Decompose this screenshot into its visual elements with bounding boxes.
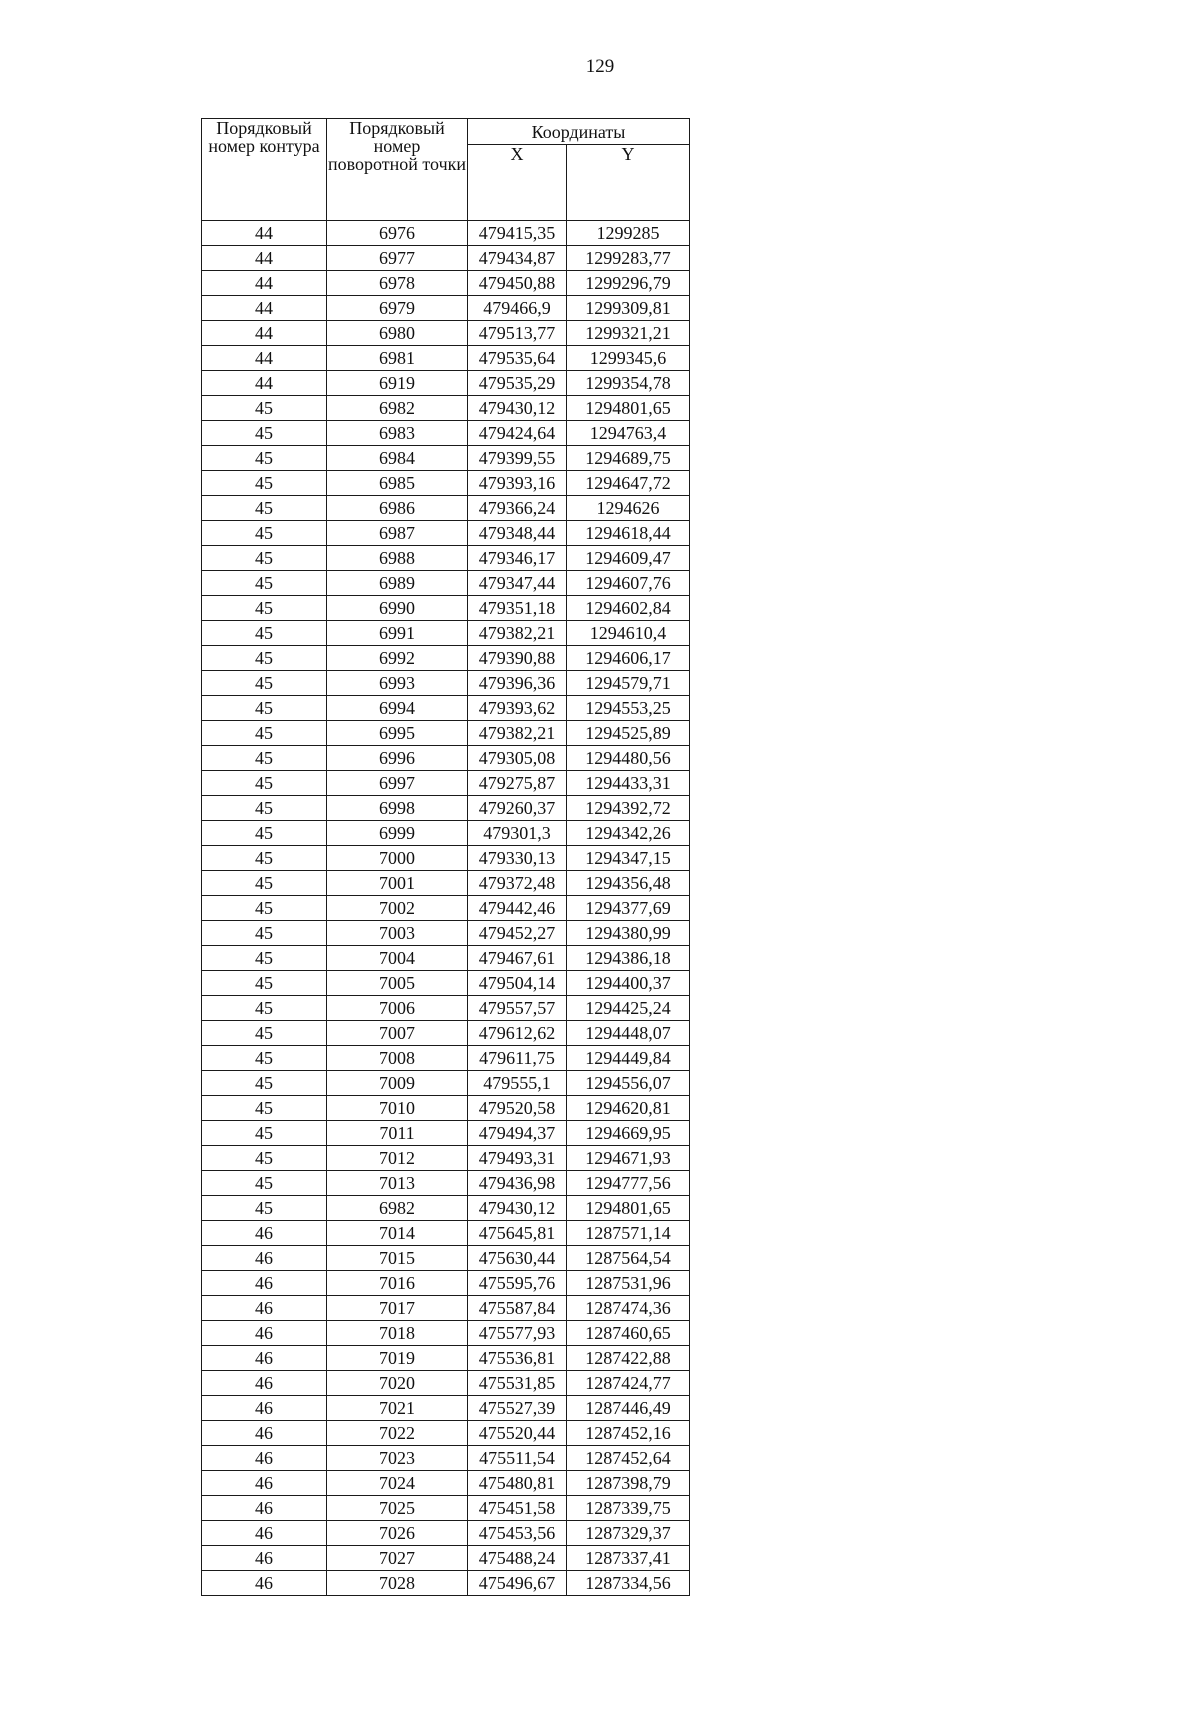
cell-y: 1294525,89 [567, 721, 690, 746]
cell-y: 1287531,96 [567, 1271, 690, 1296]
cell-y: 1287424,77 [567, 1371, 690, 1396]
cell-contour-number: 44 [202, 221, 327, 246]
table-row [202, 1521, 690, 1546]
cell-x: 479513,77 [468, 321, 567, 346]
cell-contour-number: 45 [202, 846, 327, 871]
cell-y: 1294380,99 [567, 921, 690, 946]
cell-x: 475587,84 [468, 1296, 567, 1321]
cell-x: 475527,39 [468, 1396, 567, 1421]
table-row [202, 1396, 690, 1421]
cell-y: 1294449,84 [567, 1046, 690, 1071]
cell-x: 479535,64 [468, 346, 567, 371]
cell-contour-number: 45 [202, 746, 327, 771]
cell-contour-number: 45 [202, 521, 327, 546]
table-row [202, 696, 690, 721]
cell-contour-number: 46 [202, 1296, 327, 1321]
cell-y: 1299285 [567, 221, 690, 246]
cell-y: 1294342,26 [567, 821, 690, 846]
cell-contour-number: 46 [202, 1221, 327, 1246]
cell-x: 479301,3 [468, 821, 567, 846]
cell-y: 1294386,18 [567, 946, 690, 971]
cell-point-number: 7005 [327, 971, 468, 996]
table-row [202, 246, 690, 271]
cell-contour-number: 44 [202, 271, 327, 296]
cell-y: 1299354,78 [567, 371, 690, 396]
table-row [202, 621, 690, 646]
cell-x: 479557,57 [468, 996, 567, 1021]
cell-contour-number: 46 [202, 1346, 327, 1371]
table-header [202, 119, 690, 221]
table-row [202, 1421, 690, 1446]
table-row [202, 1246, 690, 1271]
table-row [202, 1571, 690, 1596]
table-row [202, 1221, 690, 1246]
cell-point-number: 7001 [327, 871, 468, 896]
cell-y: 1294602,84 [567, 596, 690, 621]
cell-point-number: 6983 [327, 421, 468, 446]
header-x: X [468, 145, 567, 221]
cell-y: 1299345,6 [567, 346, 690, 371]
cell-contour-number: 46 [202, 1521, 327, 1546]
cell-point-number: 7009 [327, 1071, 468, 1096]
cell-x: 479275,87 [468, 771, 567, 796]
cell-y: 1294480,56 [567, 746, 690, 771]
cell-point-number: 6997 [327, 771, 468, 796]
table-row [202, 846, 690, 871]
cell-x: 475520,44 [468, 1421, 567, 1446]
cell-point-number: 7012 [327, 1146, 468, 1171]
cell-x: 479467,61 [468, 946, 567, 971]
cell-x: 475531,85 [468, 1371, 567, 1396]
cell-contour-number: 46 [202, 1496, 327, 1521]
cell-point-number: 7022 [327, 1421, 468, 1446]
table-row [202, 1471, 690, 1496]
cell-x: 479393,16 [468, 471, 567, 496]
cell-point-number: 7014 [327, 1221, 468, 1246]
cell-contour-number: 45 [202, 796, 327, 821]
cell-contour-number: 45 [202, 546, 327, 571]
cell-x: 479393,62 [468, 696, 567, 721]
table-row [202, 321, 690, 346]
cell-contour-number: 45 [202, 871, 327, 896]
cell-contour-number: 46 [202, 1271, 327, 1296]
cell-point-number: 7002 [327, 896, 468, 921]
cell-x: 479346,17 [468, 546, 567, 571]
cell-x: 475577,93 [468, 1321, 567, 1346]
cell-point-number: 6976 [327, 221, 468, 246]
cell-y: 1294689,75 [567, 446, 690, 471]
cell-contour-number: 45 [202, 1071, 327, 1096]
cell-contour-number: 45 [202, 696, 327, 721]
cell-point-number: 7023 [327, 1446, 468, 1471]
table-row [202, 921, 690, 946]
cell-contour-number: 45 [202, 996, 327, 1021]
cell-y: 1294618,44 [567, 521, 690, 546]
cell-contour-number: 44 [202, 371, 327, 396]
cell-y: 1287339,75 [567, 1496, 690, 1521]
cell-point-number: 6982 [327, 396, 468, 421]
cell-y: 1294553,25 [567, 696, 690, 721]
cell-x: 479436,98 [468, 1171, 567, 1196]
table-row [202, 396, 690, 421]
cell-contour-number: 46 [202, 1471, 327, 1496]
table-row [202, 1071, 690, 1096]
cell-x: 479434,87 [468, 246, 567, 271]
table-row [202, 1146, 690, 1171]
cell-contour-number: 45 [202, 421, 327, 446]
table-row [202, 221, 690, 246]
cell-point-number: 7004 [327, 946, 468, 971]
cell-point-number: 7028 [327, 1571, 468, 1596]
cell-point-number: 7020 [327, 1371, 468, 1396]
cell-y: 1299309,81 [567, 296, 690, 321]
cell-contour-number: 45 [202, 671, 327, 696]
table-row [202, 596, 690, 621]
cell-y: 1294669,95 [567, 1121, 690, 1146]
table-row [202, 421, 690, 446]
table-row [202, 1021, 690, 1046]
cell-x: 475496,67 [468, 1571, 567, 1596]
table-row [202, 996, 690, 1021]
cell-y: 1294392,72 [567, 796, 690, 821]
table-row [202, 546, 690, 571]
table-row [202, 896, 690, 921]
cell-x: 479399,55 [468, 446, 567, 471]
cell-y: 1287337,41 [567, 1546, 690, 1571]
cell-x: 479366,24 [468, 496, 567, 521]
cell-contour-number: 45 [202, 646, 327, 671]
cell-point-number: 7013 [327, 1171, 468, 1196]
table-row [202, 946, 690, 971]
cell-point-number: 7015 [327, 1246, 468, 1271]
table-row [202, 1171, 690, 1196]
cell-point-number: 7017 [327, 1296, 468, 1321]
cell-contour-number: 44 [202, 321, 327, 346]
cell-x: 479382,21 [468, 621, 567, 646]
cell-contour-number: 45 [202, 946, 327, 971]
cell-contour-number: 45 [202, 771, 327, 796]
cell-point-number: 6993 [327, 671, 468, 696]
cell-contour-number: 46 [202, 1396, 327, 1421]
cell-contour-number: 45 [202, 896, 327, 921]
cell-point-number: 7016 [327, 1271, 468, 1296]
cell-contour-number: 45 [202, 571, 327, 596]
cell-x: 479535,29 [468, 371, 567, 396]
cell-point-number: 7027 [327, 1546, 468, 1571]
table-row [202, 796, 690, 821]
cell-y: 1287564,54 [567, 1246, 690, 1271]
cell-x: 475451,58 [468, 1496, 567, 1521]
table-row [202, 671, 690, 696]
cell-y: 1294606,17 [567, 646, 690, 671]
cell-y: 1294671,93 [567, 1146, 690, 1171]
cell-x: 479611,75 [468, 1046, 567, 1071]
table-row [202, 646, 690, 671]
cell-contour-number: 46 [202, 1546, 327, 1571]
cell-point-number: 6999 [327, 821, 468, 846]
cell-x: 479351,18 [468, 596, 567, 621]
cell-contour-number: 45 [202, 1121, 327, 1146]
cell-point-number: 6994 [327, 696, 468, 721]
cell-point-number: 6989 [327, 571, 468, 596]
cell-contour-number: 45 [202, 1021, 327, 1046]
header-coordinates: Координаты [468, 119, 690, 145]
cell-y: 1294610,4 [567, 621, 690, 646]
coordinates-table [201, 118, 690, 1596]
cell-y: 1294425,24 [567, 996, 690, 1021]
cell-contour-number: 45 [202, 1096, 327, 1121]
cell-x: 479347,44 [468, 571, 567, 596]
cell-contour-number: 46 [202, 1321, 327, 1346]
cell-y: 1294801,65 [567, 396, 690, 421]
cell-point-number: 6980 [327, 321, 468, 346]
table-row [202, 296, 690, 321]
cell-contour-number: 46 [202, 1421, 327, 1446]
cell-point-number: 6992 [327, 646, 468, 671]
cell-x: 479430,12 [468, 1196, 567, 1221]
table-row [202, 1121, 690, 1146]
table-row [202, 821, 690, 846]
cell-y: 1294609,47 [567, 546, 690, 571]
table-row [202, 721, 690, 746]
cell-point-number: 6988 [327, 546, 468, 571]
cell-y: 1294801,65 [567, 1196, 690, 1221]
cell-x: 479305,08 [468, 746, 567, 771]
cell-x: 479330,13 [468, 846, 567, 871]
cell-point-number: 6985 [327, 471, 468, 496]
cell-point-number: 7021 [327, 1396, 468, 1421]
header-y: Y [567, 145, 690, 221]
cell-y: 1294579,71 [567, 671, 690, 696]
table-row [202, 1546, 690, 1571]
cell-contour-number: 45 [202, 496, 327, 521]
header-point-number: Порядковый номер поворотной точки [327, 119, 468, 221]
table-row [202, 346, 690, 371]
cell-point-number: 7024 [327, 1471, 468, 1496]
cell-x: 475511,54 [468, 1446, 567, 1471]
cell-y: 1294356,48 [567, 871, 690, 896]
cell-y: 1287398,79 [567, 1471, 690, 1496]
cell-point-number: 6981 [327, 346, 468, 371]
cell-x: 479424,64 [468, 421, 567, 446]
table-row [202, 571, 690, 596]
cell-x: 475536,81 [468, 1346, 567, 1371]
cell-point-number: 6982 [327, 1196, 468, 1221]
cell-y: 1294448,07 [567, 1021, 690, 1046]
cell-point-number: 6996 [327, 746, 468, 771]
cell-point-number: 6978 [327, 271, 468, 296]
cell-y: 1299321,21 [567, 321, 690, 346]
cell-point-number: 6919 [327, 371, 468, 396]
cell-point-number: 7025 [327, 1496, 468, 1521]
table-row [202, 746, 690, 771]
table-body [202, 221, 690, 1596]
cell-contour-number: 45 [202, 1171, 327, 1196]
cell-point-number: 7010 [327, 1096, 468, 1121]
cell-x: 475488,24 [468, 1546, 567, 1571]
cell-contour-number: 45 [202, 721, 327, 746]
cell-contour-number: 46 [202, 1571, 327, 1596]
cell-point-number: 6977 [327, 246, 468, 271]
cell-y: 1294347,15 [567, 846, 690, 871]
cell-point-number: 6995 [327, 721, 468, 746]
cell-point-number: 7026 [327, 1521, 468, 1546]
cell-x: 479372,48 [468, 871, 567, 896]
cell-contour-number: 45 [202, 971, 327, 996]
table-row [202, 1321, 690, 1346]
cell-point-number: 7006 [327, 996, 468, 1021]
cell-contour-number: 45 [202, 921, 327, 946]
cell-y: 1294400,37 [567, 971, 690, 996]
table-row [202, 1096, 690, 1121]
cell-x: 479396,36 [468, 671, 567, 696]
cell-x: 479442,46 [468, 896, 567, 921]
cell-y: 1287474,36 [567, 1296, 690, 1321]
cell-contour-number: 45 [202, 446, 327, 471]
cell-y: 1287329,37 [567, 1521, 690, 1546]
cell-y: 1287452,64 [567, 1446, 690, 1471]
cell-x: 479415,35 [468, 221, 567, 246]
cell-y: 1287422,88 [567, 1346, 690, 1371]
cell-x: 479612,62 [468, 1021, 567, 1046]
cell-y: 1287571,14 [567, 1221, 690, 1246]
cell-point-number: 7003 [327, 921, 468, 946]
cell-point-number: 6979 [327, 296, 468, 321]
table-row [202, 371, 690, 396]
table-row [202, 1346, 690, 1371]
table-row [202, 471, 690, 496]
cell-contour-number: 45 [202, 471, 327, 496]
table-row [202, 446, 690, 471]
cell-x: 479260,37 [468, 796, 567, 821]
cell-y: 1299283,77 [567, 246, 690, 271]
cell-contour-number: 44 [202, 246, 327, 271]
cell-y: 1294626 [567, 496, 690, 521]
cell-contour-number: 45 [202, 396, 327, 421]
cell-x: 475480,81 [468, 1471, 567, 1496]
cell-x: 479466,9 [468, 296, 567, 321]
cell-contour-number: 45 [202, 1146, 327, 1171]
cell-contour-number: 45 [202, 596, 327, 621]
cell-contour-number: 45 [202, 1196, 327, 1221]
cell-y: 1294647,72 [567, 471, 690, 496]
cell-point-number: 6987 [327, 521, 468, 546]
cell-x: 479390,88 [468, 646, 567, 671]
cell-x: 479504,14 [468, 971, 567, 996]
cell-y: 1294777,56 [567, 1171, 690, 1196]
table-row [202, 521, 690, 546]
table-row [202, 1496, 690, 1521]
cell-contour-number: 46 [202, 1446, 327, 1471]
cell-contour-number: 44 [202, 296, 327, 321]
table-row [202, 1296, 690, 1321]
cell-point-number: 7019 [327, 1346, 468, 1371]
table-row [202, 1046, 690, 1071]
cell-x: 479494,37 [468, 1121, 567, 1146]
cell-point-number: 7018 [327, 1321, 468, 1346]
cell-contour-number: 45 [202, 1046, 327, 1071]
page-number: 129 [585, 56, 615, 77]
cell-point-number: 7007 [327, 1021, 468, 1046]
cell-x: 475645,81 [468, 1221, 567, 1246]
table-row [202, 971, 690, 996]
cell-contour-number: 45 [202, 821, 327, 846]
cell-contour-number: 46 [202, 1371, 327, 1396]
cell-y: 1294620,81 [567, 1096, 690, 1121]
table-row [202, 1271, 690, 1296]
cell-point-number: 6986 [327, 496, 468, 521]
cell-y: 1294556,07 [567, 1071, 690, 1096]
cell-x: 479493,31 [468, 1146, 567, 1171]
cell-point-number: 7011 [327, 1121, 468, 1146]
table-row [202, 771, 690, 796]
cell-point-number: 7008 [327, 1046, 468, 1071]
cell-contour-number: 46 [202, 1246, 327, 1271]
cell-x: 479382,21 [468, 721, 567, 746]
cell-point-number: 7000 [327, 846, 468, 871]
table-row [202, 1196, 690, 1221]
table-row [202, 1446, 690, 1471]
cell-point-number: 6990 [327, 596, 468, 621]
cell-y: 1287334,56 [567, 1571, 690, 1596]
table-row [202, 271, 690, 296]
cell-y: 1294607,76 [567, 571, 690, 596]
cell-y: 1287452,16 [567, 1421, 690, 1446]
cell-x: 479348,44 [468, 521, 567, 546]
table-row [202, 1371, 690, 1396]
cell-y: 1294763,4 [567, 421, 690, 446]
cell-contour-number: 45 [202, 621, 327, 646]
cell-x: 479430,12 [468, 396, 567, 421]
cell-x: 479452,27 [468, 921, 567, 946]
cell-x: 479520,58 [468, 1096, 567, 1121]
cell-point-number: 6984 [327, 446, 468, 471]
cell-x: 479450,88 [468, 271, 567, 296]
header-contour-number: Порядковый номер контура [202, 119, 327, 221]
cell-x: 475630,44 [468, 1246, 567, 1271]
cell-contour-number: 44 [202, 346, 327, 371]
table-row [202, 496, 690, 521]
cell-x: 475453,56 [468, 1521, 567, 1546]
table-row [202, 871, 690, 896]
cell-point-number: 6998 [327, 796, 468, 821]
cell-y: 1287446,49 [567, 1396, 690, 1421]
cell-y: 1287460,65 [567, 1321, 690, 1346]
cell-x: 479555,1 [468, 1071, 567, 1096]
cell-y: 1294377,69 [567, 896, 690, 921]
cell-x: 475595,76 [468, 1271, 567, 1296]
cell-y: 1299296,79 [567, 271, 690, 296]
cell-point-number: 6991 [327, 621, 468, 646]
cell-y: 1294433,31 [567, 771, 690, 796]
